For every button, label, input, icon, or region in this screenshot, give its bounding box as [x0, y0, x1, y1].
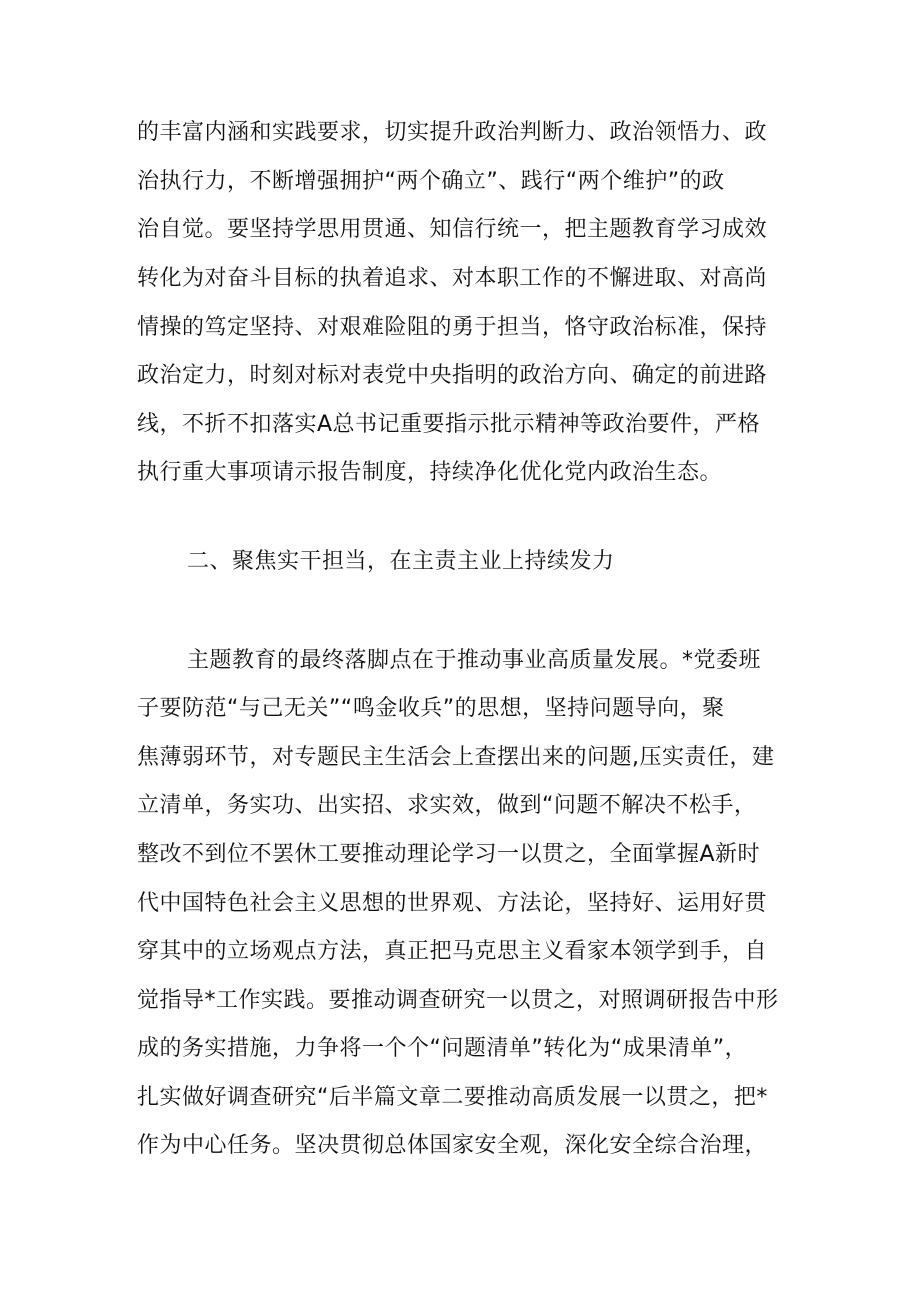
paragraph-line: 执行重大事项请示报告制度，持续净化优化党内政治生态。: [137, 460, 723, 485]
paragraph-line: 成的务实措施，力争将一个个“问题清单”转化为“成果清单”，: [137, 1036, 748, 1061]
paragraph-line: 整改不到位不罢休工要推动理论学习一以贯之，全面掌握A新时: [137, 842, 761, 867]
paragraph-line: 的丰富内涵和实践要求，切实提升政治判断力、政治领悟力、政: [137, 120, 768, 145]
paragraph-line: 焦薄弱环节，对专题民主生活会上查摆出来的问题,压实责任，建: [137, 745, 775, 770]
paragraph-line: 治自觉。要坚持学思用贯通、知信行统一，把主题教育学习成效: [137, 217, 768, 242]
paragraph-line: 政治定力，时刻对标对表党中央指明的政治方向、确定的前进路: [137, 363, 768, 388]
paragraph-line: 立清单，务实功、出实招、求实效，做到“问题不解决不松手，: [137, 793, 757, 818]
paragraph-line: 子要防范“与己无关”“鸣金收兵”的思想，坚持问题导向，聚: [137, 696, 725, 721]
paragraph-line: 转化为对奋斗目标的执着追求、对本职工作的不懈进取、对高尚: [137, 266, 768, 291]
paragraph-line: 主题教育的最终落脚点在于推动事业高质量发展。*党委班: [187, 648, 762, 673]
paragraph-line: 线，不折不扣落实A总书记重要指示批示精神等政治要件，严格: [137, 412, 761, 437]
paragraph-line: 治执行力，不断增强拥护“两个确立”、践行“两个维护”的政: [137, 169, 725, 194]
paragraph-line: 情操的笃定坚持、对艰难险阻的勇于担当，恪守政治标准，保持: [137, 315, 768, 340]
paragraph-line: 代中国特色社会主义思想的世界观、方法论，坚持好、运用好贯: [137, 891, 768, 916]
section-heading: 二、聚焦实干担当，在主责主业上持续发力: [187, 549, 615, 574]
paragraph-line: 穿其中的立场观点方法，真正把马克思主义看家本领学到手，自: [137, 939, 768, 964]
paragraph-line: 觉指导*工作实践。要推动调查研究一以贯之，对照调研报告中形: [137, 988, 779, 1013]
paragraph-line: 作为中心任务。坚决贯彻总体国家安全观，深化安全综合治理，: [137, 1133, 768, 1158]
paragraph-line: 扎实做好调查研究“后半篇文章二要推动高质发展一以贯之，把*: [137, 1085, 768, 1110]
